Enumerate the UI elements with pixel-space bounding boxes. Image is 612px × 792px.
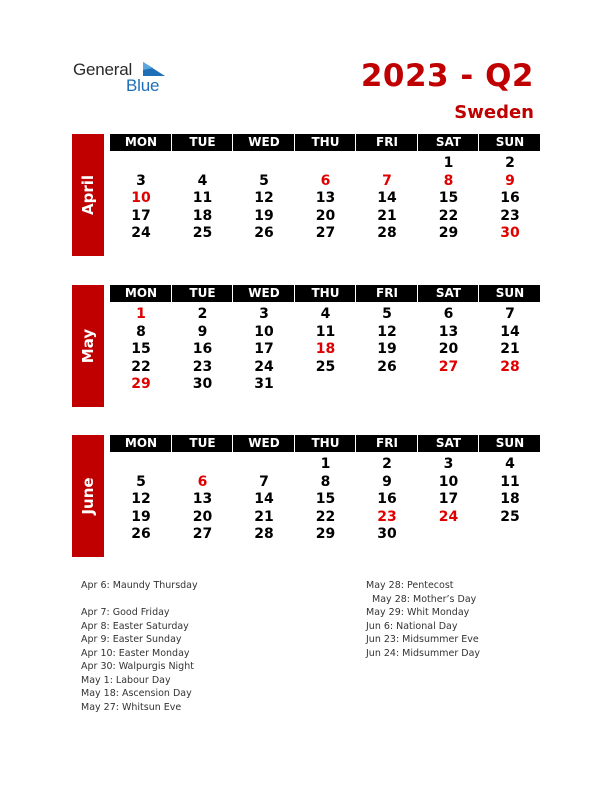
- weekday-label: TUE: [189, 436, 216, 450]
- weekday-label: THU: [311, 286, 340, 300]
- day-cell: 25: [192, 225, 213, 241]
- weekday-label: FRI: [376, 135, 398, 149]
- holiday-entry: Apr 10: Easter Monday: [81, 647, 190, 659]
- weekday-label: SAT: [435, 436, 462, 450]
- day-cell: 25: [500, 508, 520, 525]
- weekday-label: WED: [248, 436, 280, 450]
- day-cell: 23: [500, 207, 520, 224]
- weekday-label: MON: [124, 135, 158, 149]
- day-cell: 15: [315, 491, 336, 507]
- day-cell: 18: [500, 491, 520, 507]
- day-cell: 16: [192, 341, 213, 357]
- month-name: May: [79, 328, 97, 364]
- day-cell: 22: [131, 358, 151, 375]
- weekday-label: WED: [248, 286, 280, 300]
- month-block-april: [72, 134, 540, 256]
- day-cell: 6: [443, 306, 454, 322]
- day-cell: 22: [315, 508, 336, 525]
- holiday-entry: Apr 9: Easter Sunday: [81, 634, 182, 645]
- day-cell: 1: [320, 456, 331, 472]
- holiday-list-right: [366, 580, 566, 670]
- weekday-label: SAT: [435, 286, 462, 300]
- weekday-label: TUE: [189, 286, 216, 300]
- day-cell: 28: [500, 358, 520, 375]
- day-cell: 9: [382, 473, 392, 490]
- month-tab: [72, 435, 104, 557]
- day-cell: 29: [315, 526, 336, 542]
- weekday-label: WED: [248, 135, 280, 149]
- weekday-divider: [355, 285, 356, 302]
- day-cell: 1: [443, 155, 454, 171]
- day-cell: 3: [136, 172, 146, 189]
- day-cell: 14: [377, 190, 397, 206]
- day-cell: 29: [438, 225, 459, 241]
- day-cell: 19: [254, 207, 274, 224]
- holiday-entry: Apr 7: Good Friday: [81, 607, 170, 618]
- logo-flag-icon: [143, 62, 165, 78]
- day-cell: 28: [254, 526, 274, 542]
- day-cell: 2: [197, 306, 208, 322]
- month-name: June: [79, 477, 97, 515]
- day-cell: 12: [254, 190, 274, 206]
- holiday-entry: Jun 24: Midsummer Day: [366, 647, 481, 659]
- weekday-header: [110, 285, 540, 302]
- day-cell: 7: [259, 473, 269, 490]
- logo-blue-text: Blue: [126, 76, 160, 95]
- weekday-divider: [355, 134, 356, 151]
- day-cell: 30: [377, 526, 397, 542]
- day-cell: 3: [443, 456, 454, 472]
- day-cell: 2: [382, 456, 392, 472]
- day-cell: 14: [254, 491, 274, 507]
- weekday-header: [110, 435, 540, 452]
- day-cell: 26: [254, 225, 274, 241]
- page-title: 2023 - Q2: [360, 58, 534, 94]
- holiday-entry: Jun 6: National Day: [366, 620, 458, 632]
- weekday-divider: [417, 435, 418, 452]
- day-cell: 30: [500, 225, 520, 241]
- weekday-divider: [294, 134, 295, 151]
- weekday-divider: [171, 435, 172, 452]
- day-cell: 7: [382, 172, 392, 189]
- day-cell: 5: [382, 306, 392, 322]
- day-cell: 16: [377, 491, 397, 507]
- day-cell: 7: [505, 306, 515, 322]
- holiday-entry: May 27: Whitsun Eve: [81, 701, 182, 713]
- day-cell: 9: [197, 323, 208, 340]
- day-cell: 25: [315, 358, 336, 375]
- month-block-may: [72, 285, 540, 407]
- holiday-entry: Apr 6: Maundy Thursday: [81, 580, 198, 591]
- weekday-label: MON: [124, 286, 158, 300]
- weekday-divider: [355, 435, 356, 452]
- day-cell: 16: [500, 190, 520, 206]
- weekday-divider: [478, 285, 479, 302]
- day-cell: 22: [438, 207, 459, 224]
- day-cell: 12: [131, 491, 151, 507]
- weekday-divider: [232, 285, 233, 302]
- weekday-divider: [294, 285, 295, 302]
- day-cell: 14: [500, 323, 520, 340]
- weekday-divider: [232, 134, 233, 151]
- day-cell: 20: [438, 341, 459, 357]
- weekday-label: SAT: [435, 135, 462, 149]
- day-cell: 4: [505, 456, 515, 472]
- day-cell: 5: [259, 172, 269, 189]
- weekday-label: THU: [311, 436, 340, 450]
- day-cell: 21: [254, 508, 274, 525]
- holiday-entry: May 28: Mother’s Day: [366, 593, 477, 605]
- day-cell: 23: [192, 358, 213, 375]
- day-cell: 29: [131, 376, 151, 392]
- holiday-list-left: [81, 580, 341, 720]
- day-cell: 4: [197, 172, 208, 189]
- day-cell: 27: [192, 526, 213, 542]
- day-cell: 8: [136, 323, 146, 340]
- day-cell: 27: [315, 225, 336, 241]
- day-cell: 17: [131, 207, 151, 224]
- day-cell: 6: [320, 172, 331, 189]
- day-cell: 18: [192, 207, 213, 224]
- weekday-label: MON: [124, 436, 158, 450]
- day-cell: 17: [254, 341, 274, 357]
- weekday-label: THU: [311, 135, 340, 149]
- day-cell: 19: [131, 508, 151, 525]
- day-cell: 24: [131, 225, 151, 241]
- weekday-label: TUE: [189, 135, 216, 149]
- weekday-divider: [294, 435, 295, 452]
- day-cell: 21: [377, 207, 397, 224]
- holiday-entry: May 28: Pentecost: [366, 580, 454, 591]
- day-cell: 10: [131, 190, 151, 206]
- day-cell: 26: [377, 358, 397, 375]
- day-cell: 21: [500, 341, 520, 357]
- holiday-entry: May 1: Labour Day: [81, 674, 171, 686]
- day-cell: 11: [315, 323, 336, 340]
- weekday-label: FRI: [376, 286, 398, 300]
- logo-general-text: General: [73, 60, 133, 79]
- weekday-label: FRI: [376, 436, 398, 450]
- holiday-entry: Jun 23: Midsummer Eve: [366, 634, 479, 645]
- day-cell: 23: [377, 508, 397, 525]
- month-block-june: [72, 435, 540, 557]
- holiday-entry: Apr 30: Walpurgis Night: [81, 661, 194, 672]
- day-cell: 17: [438, 491, 459, 507]
- country-label: Sweden: [454, 102, 534, 123]
- day-cell: 28: [377, 225, 397, 241]
- day-cell: 2: [505, 155, 515, 171]
- day-cell: 12: [377, 323, 397, 340]
- day-cell: 1: [136, 306, 146, 322]
- weekday-label: SUN: [495, 135, 525, 149]
- weekday-divider: [232, 435, 233, 452]
- logo: [73, 60, 173, 96]
- day-cell: 8: [443, 172, 454, 189]
- day-cell: 5: [136, 473, 146, 490]
- day-cell: 30: [192, 376, 213, 392]
- day-cell: 11: [192, 190, 213, 206]
- weekday-divider: [417, 285, 418, 302]
- holiday-entry: May 29: Whit Monday: [366, 607, 470, 618]
- month-tab: [72, 134, 104, 256]
- day-cell: 19: [377, 341, 397, 357]
- day-cell: 18: [315, 341, 336, 357]
- day-cell: 8: [320, 473, 331, 490]
- weekday-header: [110, 134, 540, 151]
- holiday-entry: May 18: Ascension Day: [81, 688, 192, 699]
- day-cell: 10: [438, 473, 459, 490]
- day-cell: 20: [192, 508, 213, 525]
- day-cell: 4: [320, 306, 331, 322]
- weekday-label: SUN: [495, 436, 525, 450]
- day-cell: 3: [259, 306, 269, 322]
- weekday-label: SUN: [495, 286, 525, 300]
- day-cell: 15: [438, 190, 459, 206]
- day-cell: 31: [254, 376, 274, 392]
- day-cell: 27: [438, 358, 459, 375]
- day-cell: 24: [254, 358, 274, 375]
- day-cell: 6: [197, 473, 208, 490]
- day-cell: 10: [254, 323, 274, 340]
- holiday-entry: Apr 8: Easter Saturday: [81, 620, 189, 632]
- weekday-divider: [478, 134, 479, 151]
- weekday-divider: [478, 435, 479, 452]
- day-cell: 13: [315, 190, 336, 206]
- day-cell: 13: [438, 323, 459, 340]
- weekday-divider: [171, 285, 172, 302]
- month-tab: [72, 285, 104, 407]
- weekday-divider: [171, 134, 172, 151]
- day-cell: 26: [131, 526, 151, 542]
- day-cell: 24: [438, 508, 459, 525]
- month-name: April: [79, 174, 97, 216]
- day-cell: 13: [192, 491, 213, 507]
- weekday-divider: [417, 134, 418, 151]
- day-cell: 20: [315, 207, 336, 224]
- day-cell: 11: [500, 473, 520, 490]
- day-cell: 15: [131, 341, 151, 357]
- day-cell: 9: [505, 172, 515, 189]
